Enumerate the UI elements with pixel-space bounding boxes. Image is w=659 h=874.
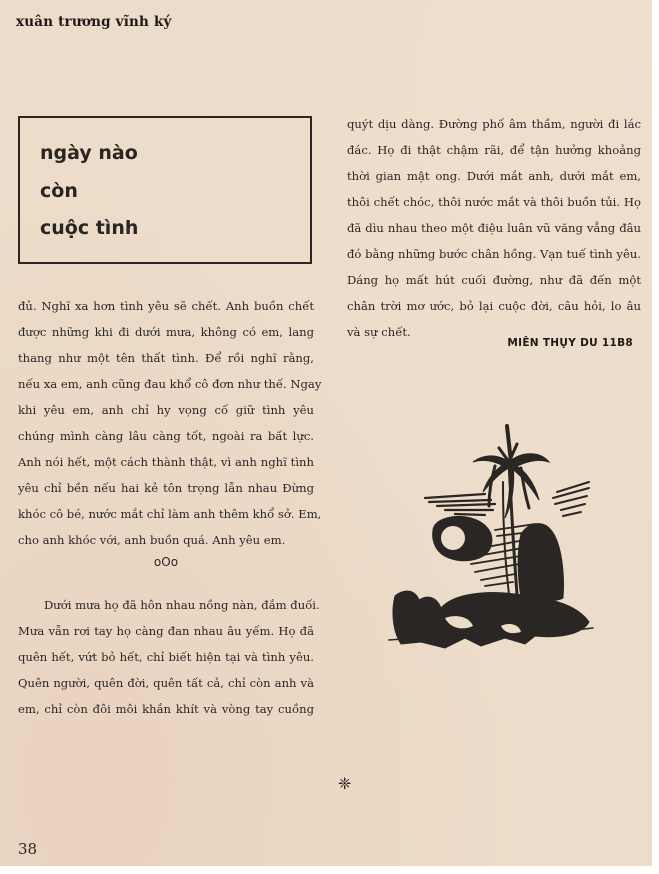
text-line: chân trời mơ ước, bỏ lại cuộc đời, câu hỏi, lo âu	[347, 299, 641, 313]
text-line: và sự chết.	[347, 325, 411, 339]
title-box	[18, 116, 312, 264]
text-line: thời gian mật ong. Dưới mắt anh, dưới mắt em,	[347, 169, 641, 183]
palm-tree-moon-illustration	[385, 422, 595, 654]
text-line: quýt dịu dàng. Đường phố âm thầm, người đi lác	[347, 117, 641, 131]
right-column	[347, 111, 641, 345]
ornament-icon: ❈	[338, 774, 352, 793]
text-line: em, chỉ còn đôi môi khắn khít và vòng tay cuồng	[18, 702, 314, 716]
text-line: được những khi đi dưới mưa, không có em, lang	[18, 325, 314, 339]
text-line: khóc cô bé, nước mắt chỉ làm anh thêm khổ sở. Em,	[18, 507, 322, 521]
text-line: Dưới mưa họ đã hôn nhau nồng nàn, đắm đuối.	[44, 598, 320, 612]
text-line: đác. Họ đi thật chậm rãi, để tận hưởng khoảng	[347, 143, 641, 157]
text-line: Anh nói hết, một cách thành thật, vì anh nghĩ tình	[18, 455, 314, 469]
section-separator: oOo	[153, 555, 179, 569]
text-line: nếu xa em, anh cũng đau khổ cô đơn như thế. Ngay	[18, 377, 322, 391]
author-signature: MIÊN THỤY DU 11B8	[507, 337, 633, 349]
text-line: Dáng họ mất hút cuối đường, như đã đến một	[347, 273, 641, 287]
text-line: quên hết, vứt bỏ hết, chỉ biết hiện tại và tình yêu.	[18, 650, 314, 664]
text-line: thang như một tên thất tình. Để rồi nghĩ rằng,	[18, 351, 314, 365]
text-line: cho anh khóc với, anh buồn quá. Anh yêu em.	[18, 533, 286, 547]
author-header: xuân trương vĩnh ký	[16, 14, 172, 30]
text-line: đã dìu nhau theo một điệu luân vũ văng vẳng đâu	[347, 221, 641, 235]
text-line: khi yêu em, anh chỉ hy vọng cố giữ tình yêu	[18, 403, 314, 417]
title-line-2: còn	[40, 180, 78, 202]
left-column-paragraph-1	[18, 293, 322, 553]
title-line-3: cuộc tình	[40, 217, 139, 239]
text-line: Quên người, quên đời, quên tất cả, chỉ còn anh và	[18, 676, 314, 690]
text-line: yêu chỉ bền nếu hai kẻ tôn trọng lẫn nhau Đừng	[18, 481, 314, 495]
title-line-1: ngày nào	[40, 142, 138, 164]
text-line: đó bằng những bước chân hồng. Vạn tuế tình yêu.	[347, 247, 641, 261]
text-line: chúng mình càng lâu càng tốt, ngoài ra bất lực.	[18, 429, 314, 443]
text-line: thôi chết chóc, thôi nước mắt và thôi buồn tủi. Họ	[347, 195, 641, 209]
left-column-paragraph-2	[18, 592, 320, 722]
text-line: Mưa vẫn rơi tay họ càng đan nhau âu yếm. Họ đã	[18, 624, 314, 638]
text-line: đủ. Nghĩ xa hơn tình yêu sẽ chết. Anh buồn chết	[18, 299, 314, 313]
page-number: 38	[18, 840, 38, 858]
